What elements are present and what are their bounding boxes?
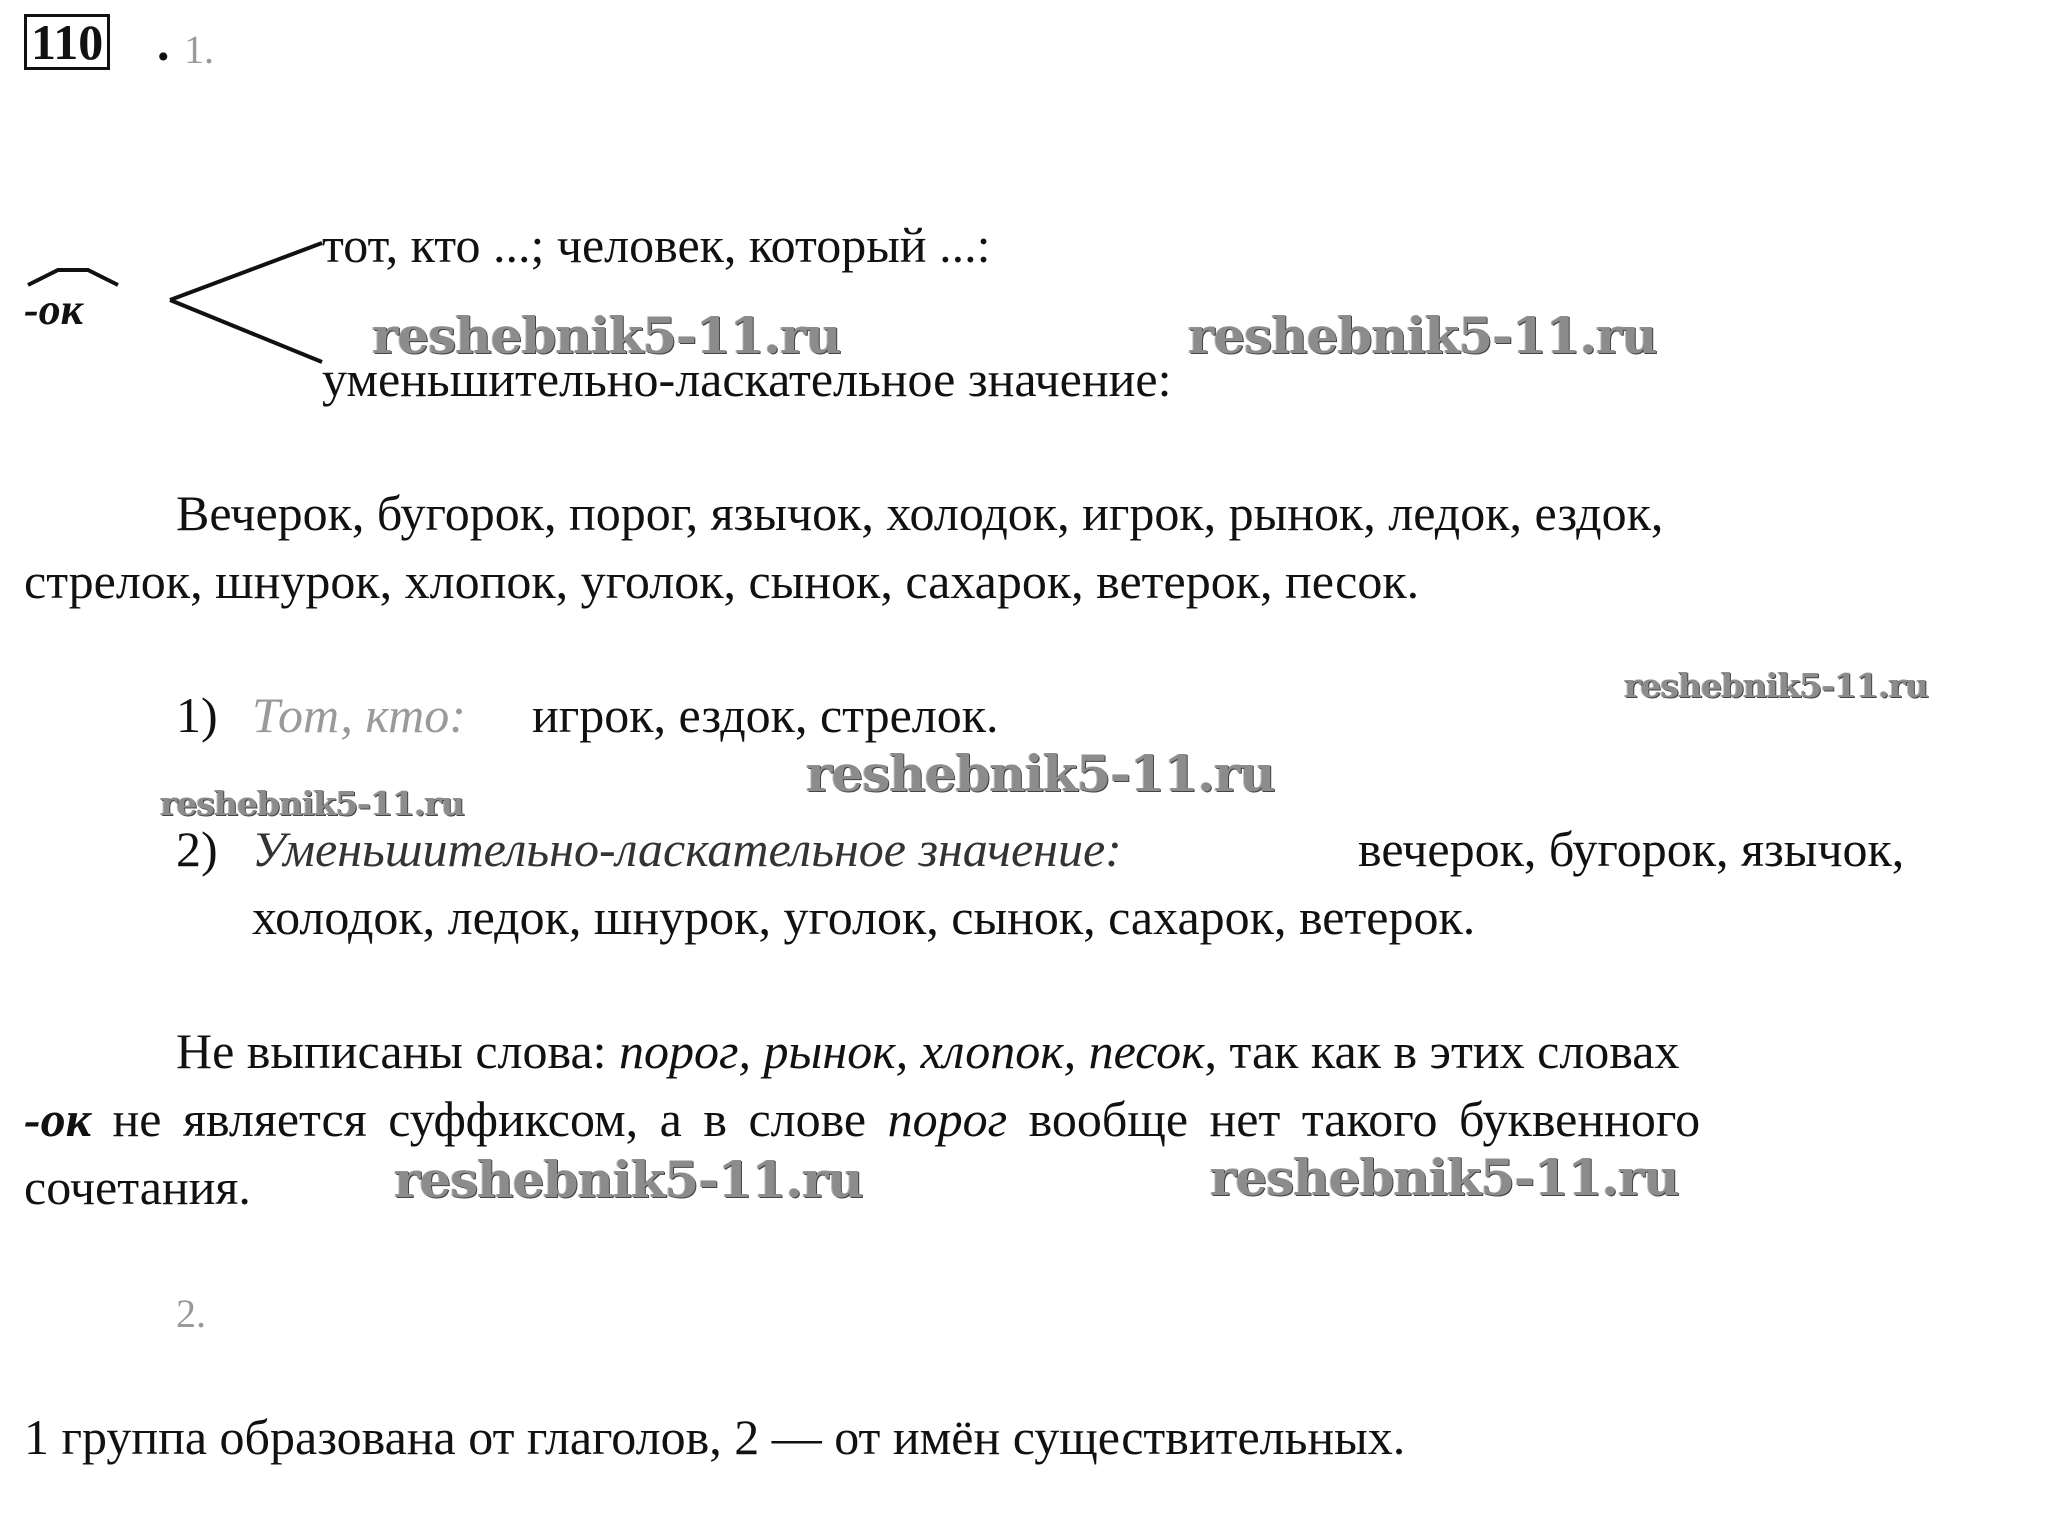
- part2-label: 2.: [176, 1291, 206, 1336]
- part2-answer: 1 группа образована от глаголов, 2 — от имён существительных.: [24, 1409, 1406, 1465]
- note-line-2-b: вообще нет такого буквенного: [1028, 1091, 1701, 1147]
- group1-number: 1): [176, 687, 218, 743]
- task-number: 110: [24, 14, 110, 70]
- note-line-1-rest: , так как в этих словах: [1204, 1023, 1680, 1079]
- suffix-scheme-graphic: [0, 0, 400, 400]
- note-line-3: сочетания.: [24, 1159, 251, 1215]
- group1-words: игрок, ездок, стрелок.: [532, 687, 999, 743]
- note-suffix: -ок: [24, 1091, 91, 1147]
- group2-number: 2): [176, 821, 218, 877]
- branch-line-upper: [170, 243, 322, 300]
- watermark: reshebnik5-11.ru: [394, 1150, 863, 1209]
- watermark: reshebnik5-11.ru: [1624, 666, 1928, 705]
- scheme-branch-1: тот, кто ...; человек, который ...:: [322, 217, 991, 273]
- branch-line-lower: [170, 300, 322, 362]
- note-line-1: [176, 1023, 1680, 1079]
- watermark: reshebnik5-11.ru: [372, 306, 841, 365]
- scheme-branch-2: уменьшительно-ласкательное значение:: [322, 351, 1172, 407]
- word-list-line-1: Вечерок, бугорок, порог, язычок, холодок, игрок, рынок, ледок, ездок,: [176, 485, 1664, 541]
- note-prefix: Не выписаны слова:: [176, 1023, 607, 1079]
- group2-label: Уменьшительно-ласкательное значение:: [252, 821, 1122, 877]
- watermark: reshebnik5-11.ru: [806, 744, 1275, 803]
- note-excluded-words: порог, рынок, хлопок, песок: [619, 1023, 1205, 1079]
- part1-label: 1.: [184, 27, 214, 72]
- suffix-arc-mark: [28, 270, 118, 285]
- watermark: reshebnik5-11.ru: [160, 784, 464, 823]
- group1-label: Тот, кто:: [252, 687, 466, 743]
- watermark: reshebnik5-11.ru: [1188, 306, 1657, 365]
- group2-words-line-2: холодок, ледок, шнурок, уголок, сынок, сахарок, ветерок.: [252, 889, 1476, 945]
- note-line-2-a: не является суффиксом, а в слове: [112, 1091, 867, 1147]
- note-line-2: [24, 1091, 2046, 1147]
- suffix-label: -ок: [24, 285, 83, 334]
- watermark: reshebnik5-11.ru: [1210, 1148, 1679, 1207]
- group2-words-line-1: вечерок, бугорок, язычок,: [1358, 821, 1905, 877]
- note-word-porog: порог: [887, 1091, 1008, 1147]
- word-list-line-2: стрелок, шнурок, хлопок, уголок, сынок, сахарок, ветерок, песок.: [24, 553, 1420, 609]
- task-number-dot: .: [157, 15, 170, 71]
